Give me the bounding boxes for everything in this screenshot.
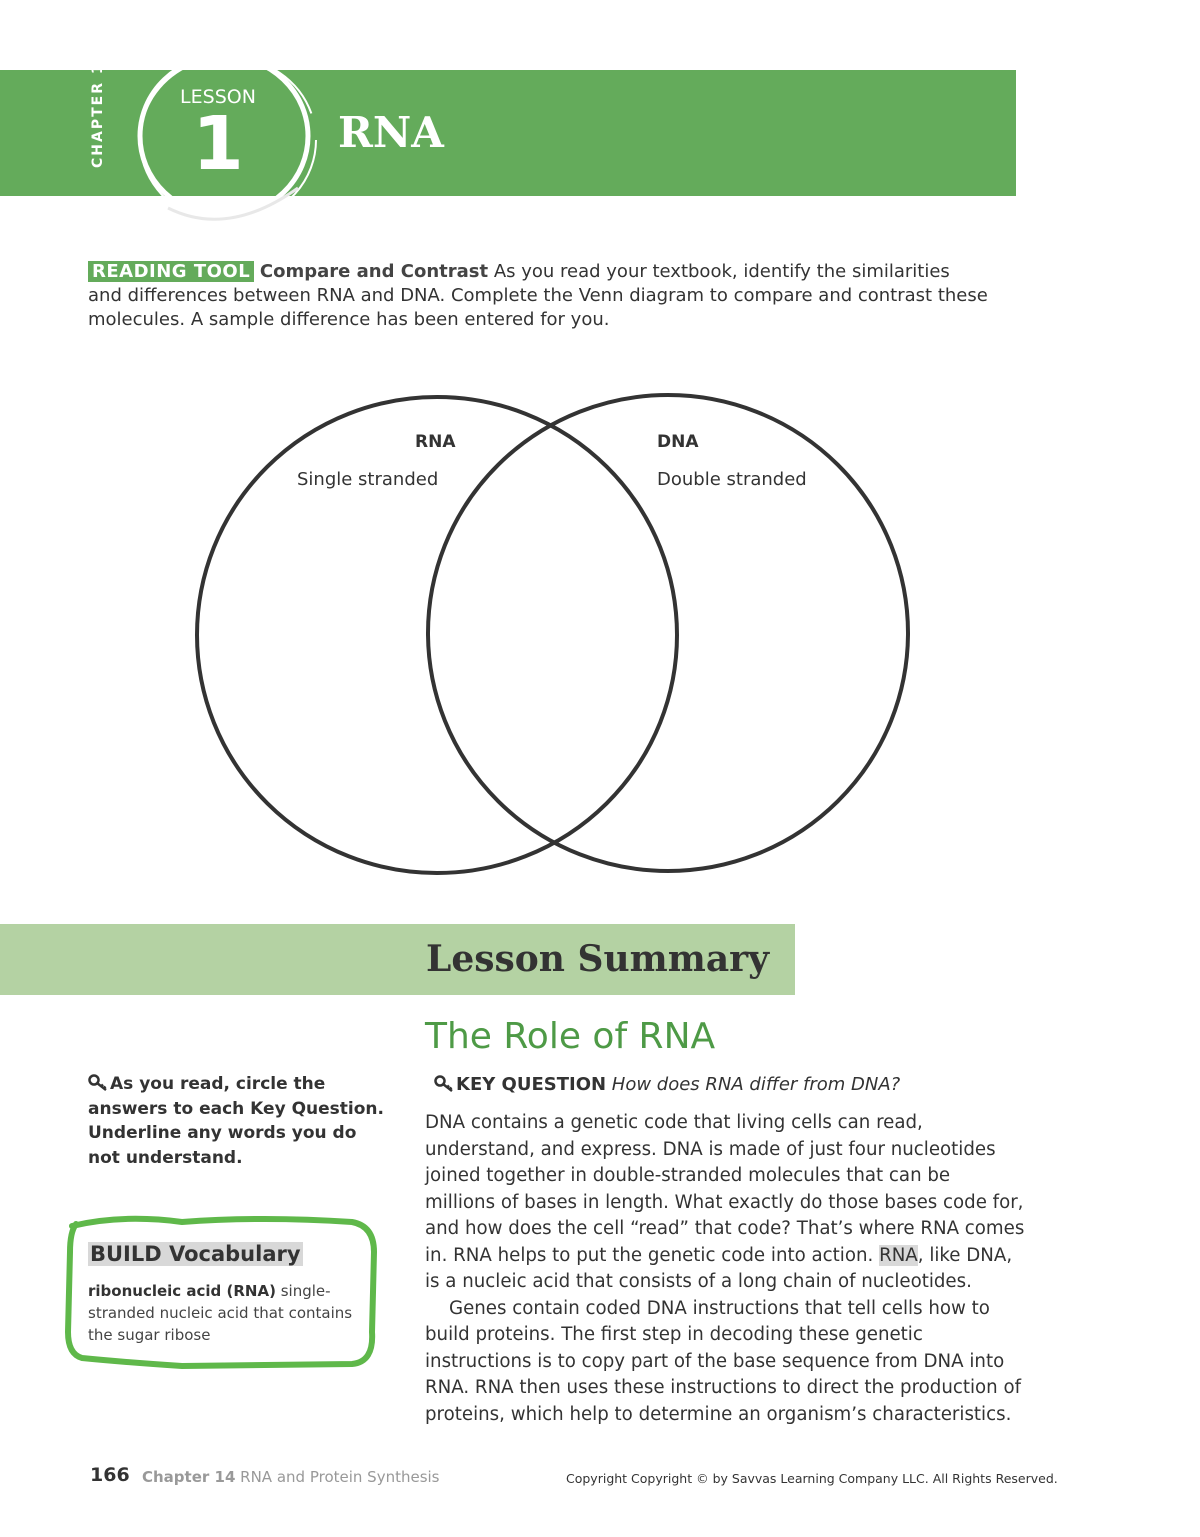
key-question-text: How does RNA differ from DNA?	[606, 1074, 901, 1095]
key-question-label: KEY QUESTION	[456, 1074, 607, 1095]
footer-chapter-title: RNA and Protein Synthesis	[235, 1468, 440, 1486]
copyright-notice: Copyright Copyright © by Savvas Learning Company LLC. All Rights Reserved.	[566, 1471, 1058, 1486]
section-title: The Role of RNA	[425, 1016, 716, 1057]
side-note-text: As you read, circle the answers to each Key Question. Underline any words you do not understand.	[88, 1074, 384, 1168]
venn-circle-dna[interactable]	[428, 395, 908, 871]
vocab-definition-text: single-stranded nucleic acid that contains the sugar ribose	[88, 1282, 353, 1344]
reading-tool-heading: Compare and Contrast	[259, 261, 489, 282]
footer-chapter-word: Chapter 14	[142, 1468, 236, 1486]
lesson-summary-title: Lesson Summary	[426, 938, 770, 980]
body-text	[425, 1110, 1025, 1428]
highlighted-term-rna: RNA	[879, 1244, 918, 1266]
body-paragraph-1: DNA contains a genetic code that living cells can read, understand, and express. DNA is made of just four nucleotides joined together in double-stranded molecules that can be millions of bases in length. What exactly do those bases code for, and how does the cell “read” that code? That’s where RNA comes in. RNA helps to put the genetic code into action. RNA, like DNA, is a nucleic acid that consists of a long chain of nucleotides.	[425, 1112, 1025, 1292]
vocab-definition	[88, 1280, 370, 1346]
lesson-title: RNA	[338, 108, 444, 157]
reading-tool-badge: READING TOOL	[88, 261, 254, 282]
reading-tool-text: As you read your textbook, identify the similarities and differences between RNA and DNA. Complete the Venn diagram to compare and contrast these molecules. A sample difference has been entered for you.	[88, 261, 988, 330]
lesson-number: 1	[192, 101, 244, 187]
lesson-label: LESSON	[180, 86, 256, 108]
key-icon	[434, 1075, 456, 1093]
reading-tool-paragraph	[88, 260, 988, 332]
page-number: 166	[90, 1464, 130, 1486]
side-note	[88, 1072, 388, 1170]
chapter-label: CHAPTER 14	[90, 50, 106, 168]
venn-label-dna: DNA	[657, 432, 699, 452]
body-paragraph-2: Genes contain coded DNA instructions that tell cells how to build proteins. The first step in decoding these genetic instructions is to copy part of the base sequence from DNA into RNA. RNA then uses these instructions to direct the production of proteins, which help to determine an organism’s characteristics.	[425, 1297, 1021, 1425]
footer-chapter	[142, 1468, 440, 1486]
key-icon	[88, 1074, 110, 1092]
vocab-heading: BUILD Vocabulary	[90, 1242, 301, 1266]
venn-entry-dna: Double stranded	[657, 469, 807, 490]
key-question	[436, 1074, 900, 1095]
venn-entry-rna: Single stranded	[297, 469, 439, 490]
venn-diagram	[180, 380, 930, 890]
venn-label-rna: RNA	[415, 432, 456, 452]
vocab-term: ribonucleic acid (RNA)	[88, 1282, 276, 1300]
